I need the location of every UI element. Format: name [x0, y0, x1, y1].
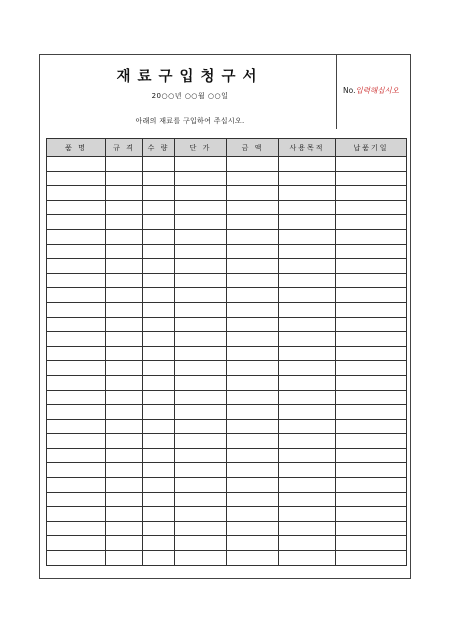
table-cell[interactable] [175, 157, 227, 172]
table-cell[interactable] [227, 375, 279, 390]
table-row [47, 229, 407, 244]
table-cell[interactable] [47, 215, 106, 230]
number-input-hint[interactable]: 입력해십시오 [355, 86, 399, 95]
table-cell[interactable] [336, 419, 407, 434]
table-cell[interactable] [175, 507, 227, 522]
table-cell[interactable] [227, 288, 279, 303]
table-cell[interactable] [143, 375, 175, 390]
table-cell[interactable] [279, 346, 336, 361]
table-cell[interactable] [279, 478, 336, 493]
column-header-amount: 금 액 [227, 139, 279, 157]
table-cell[interactable] [106, 405, 143, 420]
table-cell[interactable] [279, 361, 336, 376]
table-row [47, 244, 407, 259]
table-cell[interactable] [336, 157, 407, 172]
table-cell[interactable] [106, 244, 143, 259]
table-cell[interactable] [175, 361, 227, 376]
table-row [47, 186, 407, 201]
table-cell[interactable] [47, 492, 106, 507]
table-cell[interactable] [279, 463, 336, 478]
table-cell[interactable] [336, 507, 407, 522]
table-row [47, 200, 407, 215]
table-cell[interactable] [227, 317, 279, 332]
table-cell[interactable] [227, 244, 279, 259]
table-cell[interactable] [227, 332, 279, 347]
table-row [47, 536, 407, 551]
table-cell[interactable] [336, 375, 407, 390]
items-table [46, 138, 407, 566]
table-cell[interactable] [279, 448, 336, 463]
table-cell[interactable] [106, 419, 143, 434]
table-cell[interactable] [143, 551, 175, 566]
table-cell[interactable] [279, 200, 336, 215]
table-body [47, 157, 407, 566]
table-cell[interactable] [106, 361, 143, 376]
table-cell[interactable] [336, 536, 407, 551]
table-cell[interactable] [143, 507, 175, 522]
table-cell[interactable] [143, 186, 175, 201]
table-cell[interactable] [143, 346, 175, 361]
table-cell[interactable] [47, 288, 106, 303]
table-cell[interactable] [227, 361, 279, 376]
table-cell[interactable] [47, 157, 106, 172]
table-cell[interactable] [279, 215, 336, 230]
table-cell[interactable] [227, 273, 279, 288]
table-cell[interactable] [143, 229, 175, 244]
column-header-quantity: 수 량 [143, 139, 175, 157]
table-cell[interactable] [175, 463, 227, 478]
table-cell[interactable] [106, 317, 143, 332]
table-cell[interactable] [106, 302, 143, 317]
table-cell[interactable] [143, 448, 175, 463]
table-cell[interactable] [143, 171, 175, 186]
column-header-delivery-date: 납품기일 [336, 139, 407, 157]
table-cell[interactable] [47, 375, 106, 390]
table-cell[interactable] [227, 171, 279, 186]
table-cell[interactable] [106, 390, 143, 405]
table-cell[interactable] [175, 419, 227, 434]
table-cell[interactable] [336, 492, 407, 507]
table-cell[interactable] [336, 200, 407, 215]
table-cell[interactable] [279, 521, 336, 536]
document-number-box [336, 55, 410, 129]
table-cell[interactable] [47, 273, 106, 288]
table-cell[interactable] [143, 463, 175, 478]
table-cell[interactable] [227, 186, 279, 201]
table-cell[interactable] [336, 448, 407, 463]
table-cell[interactable] [175, 492, 227, 507]
table-row [47, 448, 407, 463]
table-cell[interactable] [106, 507, 143, 522]
column-header-unit-price: 단 가 [175, 139, 227, 157]
table-row [47, 317, 407, 332]
table-cell[interactable] [47, 405, 106, 420]
purchase-request-form [39, 54, 411, 579]
table-cell[interactable] [175, 171, 227, 186]
table-cell[interactable] [279, 419, 336, 434]
table-cell[interactable] [279, 507, 336, 522]
table-cell[interactable] [143, 478, 175, 493]
table-cell[interactable] [175, 244, 227, 259]
table-cell[interactable] [227, 419, 279, 434]
table-cell[interactable] [143, 157, 175, 172]
table-cell[interactable] [106, 492, 143, 507]
table-cell[interactable] [47, 317, 106, 332]
table-cell[interactable] [279, 434, 336, 449]
table-cell[interactable] [336, 434, 407, 449]
table-row [47, 215, 407, 230]
table-cell[interactable] [227, 492, 279, 507]
table-header-row [47, 139, 407, 157]
table-cell[interactable] [106, 536, 143, 551]
table-row [47, 288, 407, 303]
table-cell[interactable] [336, 302, 407, 317]
table-cell[interactable] [175, 434, 227, 449]
table-cell[interactable] [143, 405, 175, 420]
table-cell[interactable] [227, 390, 279, 405]
table-row [47, 551, 407, 566]
table-cell[interactable] [47, 229, 106, 244]
request-text: 아래의 재료를 구입하여 주십시오. [135, 117, 245, 125]
table-cell[interactable] [227, 448, 279, 463]
table-cell[interactable] [143, 317, 175, 332]
table-cell[interactable] [175, 186, 227, 201]
table-cell[interactable] [227, 536, 279, 551]
table-cell[interactable] [47, 302, 106, 317]
table-cell[interactable] [279, 171, 336, 186]
table-row [47, 405, 407, 420]
table-cell[interactable] [47, 434, 106, 449]
table-cell[interactable] [47, 448, 106, 463]
table-row [47, 157, 407, 172]
table-row [47, 507, 407, 522]
table-cell[interactable] [106, 273, 143, 288]
table-cell[interactable] [143, 434, 175, 449]
table-cell[interactable] [175, 521, 227, 536]
table-cell[interactable] [47, 259, 106, 274]
table-cell[interactable] [106, 200, 143, 215]
table-cell[interactable] [175, 317, 227, 332]
table-cell[interactable] [227, 259, 279, 274]
table-cell[interactable] [47, 463, 106, 478]
table-cell[interactable] [336, 288, 407, 303]
table-cell[interactable] [106, 434, 143, 449]
table-cell[interactable] [106, 478, 143, 493]
number-prefix: No. [343, 86, 356, 95]
table-cell[interactable] [47, 507, 106, 522]
table-cell[interactable] [279, 302, 336, 317]
table-cell[interactable] [106, 215, 143, 230]
table-cell[interactable] [336, 273, 407, 288]
table-cell[interactable] [227, 200, 279, 215]
table-cell[interactable] [175, 346, 227, 361]
table-cell[interactable] [336, 361, 407, 376]
table-cell[interactable] [175, 536, 227, 551]
table-cell[interactable] [106, 463, 143, 478]
table-cell[interactable] [227, 157, 279, 172]
table-cell[interactable] [106, 157, 143, 172]
table-row [47, 171, 407, 186]
table-cell[interactable] [175, 302, 227, 317]
table-cell[interactable] [279, 536, 336, 551]
table-cell[interactable] [279, 157, 336, 172]
table-cell[interactable] [227, 215, 279, 230]
table-cell[interactable] [106, 551, 143, 566]
table-cell[interactable] [279, 551, 336, 566]
table-cell[interactable] [143, 215, 175, 230]
table-cell[interactable] [143, 521, 175, 536]
table-cell[interactable] [336, 317, 407, 332]
table-row [47, 273, 407, 288]
table-cell[interactable] [47, 332, 106, 347]
table-cell[interactable] [175, 332, 227, 347]
column-header-purpose: 사용목적 [279, 139, 336, 157]
table-cell[interactable] [106, 186, 143, 201]
table-cell[interactable] [106, 521, 143, 536]
table-cell[interactable] [336, 551, 407, 566]
table-row [47, 434, 407, 449]
form-title: 재료구입청구서 [116, 69, 264, 85]
table-cell[interactable] [143, 361, 175, 376]
table-row [47, 375, 407, 390]
table-cell[interactable] [143, 244, 175, 259]
table-cell[interactable] [143, 273, 175, 288]
table-row [47, 332, 407, 347]
table-cell[interactable] [175, 478, 227, 493]
table-cell[interactable] [175, 215, 227, 230]
table-cell[interactable] [336, 346, 407, 361]
table-cell[interactable] [279, 492, 336, 507]
table-row [47, 521, 407, 536]
table-cell[interactable] [336, 405, 407, 420]
table-cell[interactable] [175, 288, 227, 303]
table-cell[interactable] [143, 200, 175, 215]
table-cell[interactable] [336, 229, 407, 244]
column-header-spec: 규 격 [106, 139, 143, 157]
table-cell[interactable] [143, 288, 175, 303]
table-cell[interactable] [175, 229, 227, 244]
table-cell[interactable] [47, 361, 106, 376]
table-row [47, 361, 407, 376]
table-cell[interactable] [47, 390, 106, 405]
table-cell[interactable] [143, 492, 175, 507]
table-cell[interactable] [227, 463, 279, 478]
table-cell[interactable] [336, 171, 407, 186]
table-cell[interactable] [227, 229, 279, 244]
table-cell[interactable] [227, 302, 279, 317]
table-cell[interactable] [106, 288, 143, 303]
table-row [47, 346, 407, 361]
table-cell[interactable] [279, 244, 336, 259]
form-header [40, 55, 410, 129]
table-cell[interactable] [279, 273, 336, 288]
table-cell[interactable] [47, 200, 106, 215]
date-line: 20○○년 ○○월 ○○일 [151, 92, 229, 100]
table-cell[interactable] [47, 186, 106, 201]
table-cell[interactable] [279, 259, 336, 274]
table-cell[interactable] [47, 551, 106, 566]
table-cell[interactable] [279, 229, 336, 244]
table-row [47, 302, 407, 317]
table-cell[interactable] [143, 536, 175, 551]
table-cell[interactable] [227, 478, 279, 493]
table-cell[interactable] [47, 171, 106, 186]
column-header-item-name: 품 명 [47, 139, 106, 157]
table-cell[interactable] [47, 521, 106, 536]
table-cell[interactable] [336, 244, 407, 259]
table-cell[interactable] [106, 332, 143, 347]
table-row [47, 492, 407, 507]
table-cell[interactable] [279, 405, 336, 420]
table-cell[interactable] [336, 332, 407, 347]
table-cell[interactable] [47, 346, 106, 361]
document-number[interactable] [343, 85, 399, 96]
table-cell[interactable] [227, 521, 279, 536]
table-cell[interactable] [175, 405, 227, 420]
table-cell[interactable] [336, 478, 407, 493]
table-cell[interactable] [106, 259, 143, 274]
table-cell[interactable] [47, 478, 106, 493]
table-cell[interactable] [143, 259, 175, 274]
table-row [47, 390, 407, 405]
table-cell[interactable] [336, 259, 407, 274]
table-cell[interactable] [175, 259, 227, 274]
table-cell[interactable] [336, 463, 407, 478]
table-cell[interactable] [227, 434, 279, 449]
table-cell[interactable] [279, 390, 336, 405]
table-cell[interactable] [143, 419, 175, 434]
table-cell[interactable] [336, 390, 407, 405]
table-cell[interactable] [175, 551, 227, 566]
table-cell[interactable] [106, 171, 143, 186]
table-cell[interactable] [279, 288, 336, 303]
table-cell[interactable] [336, 215, 407, 230]
table-cell[interactable] [47, 244, 106, 259]
table-cell[interactable] [175, 375, 227, 390]
table-cell[interactable] [336, 186, 407, 201]
table-cell[interactable] [106, 375, 143, 390]
table-cell[interactable] [227, 405, 279, 420]
table-cell[interactable] [227, 551, 279, 566]
table-cell[interactable] [106, 346, 143, 361]
table-cell[interactable] [279, 186, 336, 201]
table-cell[interactable] [143, 302, 175, 317]
table-cell[interactable] [175, 273, 227, 288]
table-cell[interactable] [336, 521, 407, 536]
table-row [47, 478, 407, 493]
table-cell[interactable] [175, 390, 227, 405]
table-cell[interactable] [227, 507, 279, 522]
table-cell[interactable] [143, 332, 175, 347]
table-cell[interactable] [227, 346, 279, 361]
table-cell[interactable] [279, 317, 336, 332]
table-cell[interactable] [106, 229, 143, 244]
table-row [47, 259, 407, 274]
table-cell[interactable] [279, 332, 336, 347]
table-cell[interactable] [47, 419, 106, 434]
table-row [47, 463, 407, 478]
table-cell[interactable] [143, 390, 175, 405]
table-cell[interactable] [47, 536, 106, 551]
table-cell[interactable] [175, 448, 227, 463]
table-cell[interactable] [175, 200, 227, 215]
table-cell[interactable] [279, 375, 336, 390]
table-cell[interactable] [106, 448, 143, 463]
table-row [47, 419, 407, 434]
